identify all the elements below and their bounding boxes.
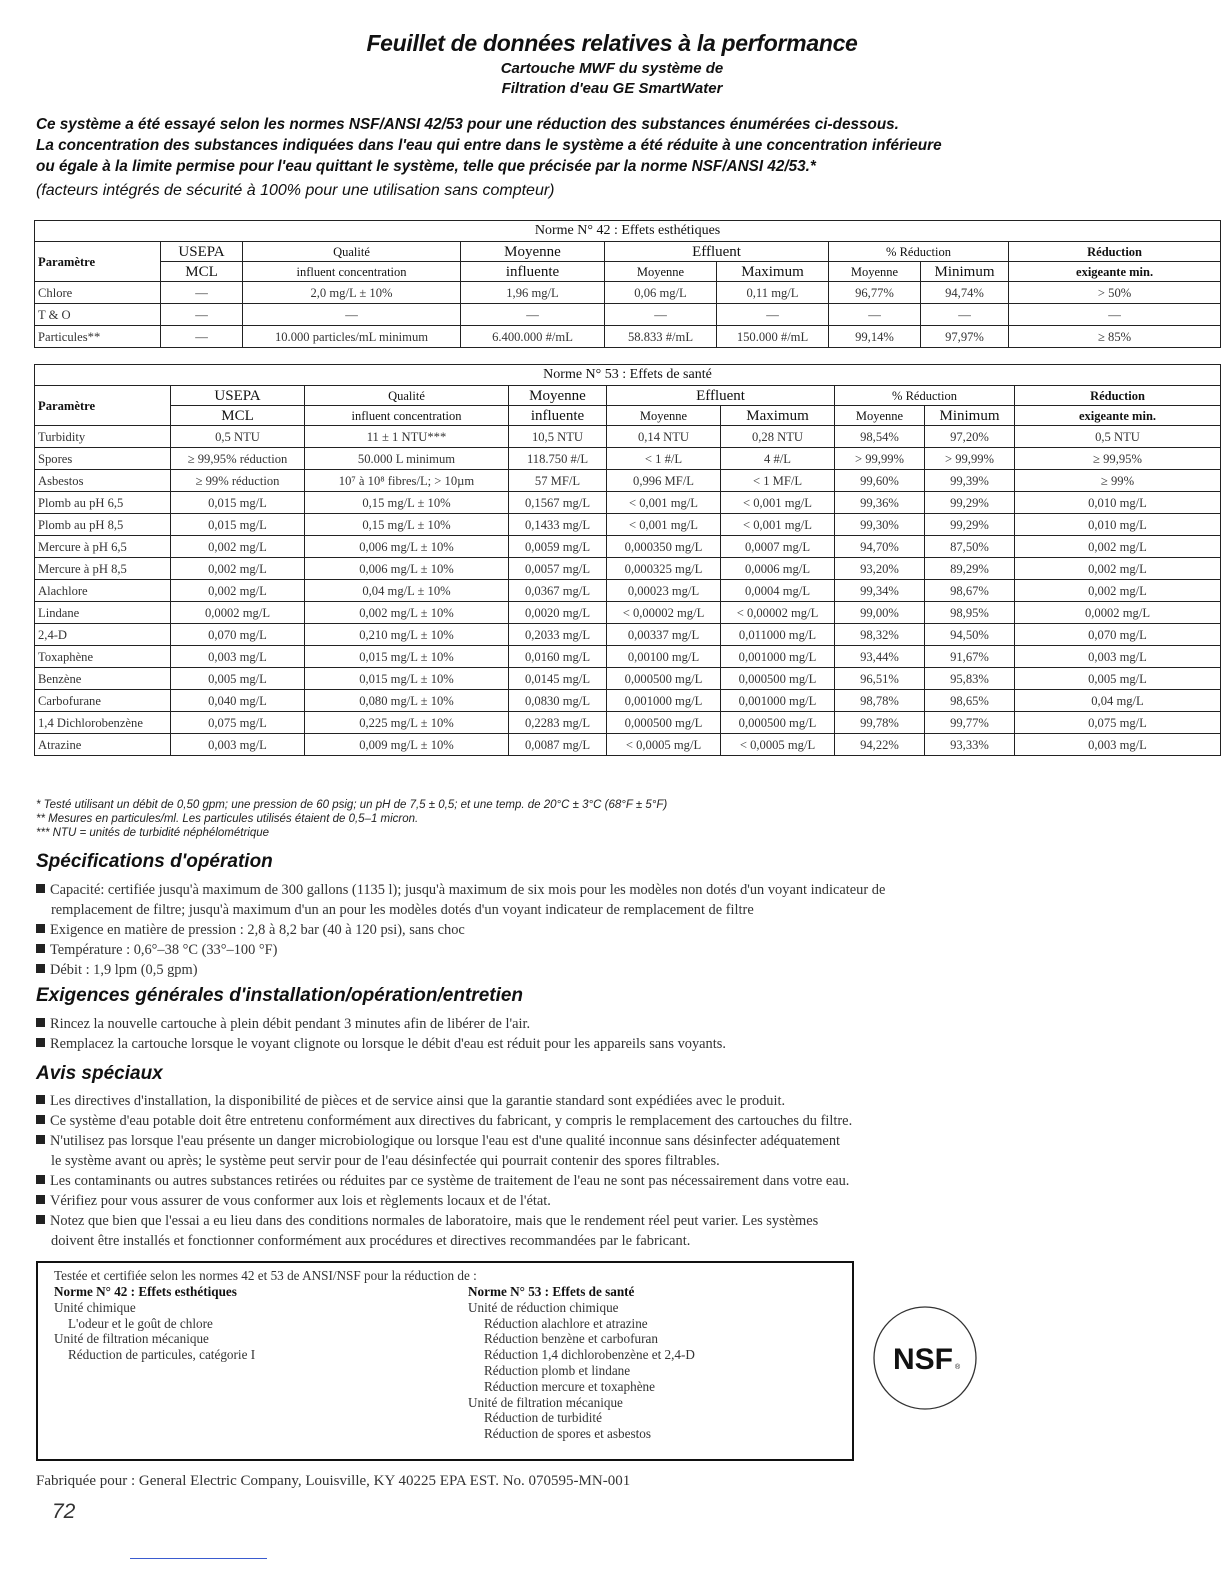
table-cell: ≥ 99,95% réduction [171,448,305,470]
row-parameter: Mercure à pH 8,5 [35,558,171,580]
table-cell: 89,29% [925,558,1015,580]
certification-box [36,1261,854,1461]
table-row [35,492,1221,514]
table-cell: 0,5 NTU [171,426,305,448]
table-cell: 0,0367 mg/L [509,580,607,602]
table-cell: 0,00100 mg/L [607,646,721,668]
table-row [35,304,1221,326]
table-cell: > 50% [1009,282,1221,304]
nsf-logo [872,1305,978,1411]
row-parameter: Plomb au pH 8,5 [35,514,171,536]
table-cell: 0,210 mg/L ± 10% [305,624,509,646]
table-cell: 99,29% [925,492,1015,514]
manufacturer-line: Fabriquée pour : General Electric Company, Louisville, KY 40225 EPA EST. No. 070595-MN-001 [36,1473,631,1489]
list-item-continuation: remplacement de filtre; jusqu'à maximum d'un an pour les modèles dotés d'un voyant indicateur de remplacement de filtre [51,902,754,918]
table-cell: 57 MF/L [509,470,607,492]
table-cell: 0,001000 mg/L [721,646,835,668]
row-parameter: T & O [35,304,161,326]
bullet-square-icon [36,1038,45,1047]
cert-column-42 [54,1284,255,1363]
table-cell: 98,67% [925,580,1015,602]
table-cell: 99,77% [925,712,1015,734]
table-cell: 98,95% [925,602,1015,624]
col-exigeante: exigeante min. [1015,406,1221,426]
cert-heading-53: Norme N° 53 : Effets de santé [468,1284,635,1299]
bullet-square-icon [36,924,45,933]
row-parameter: 2,4-D [35,624,171,646]
cert-line: Réduction plomb et lindane [484,1362,631,1378]
table-cell: ≥ 85% [1009,326,1221,348]
bullet-square-icon [36,1175,45,1184]
table-cell: 0,0057 mg/L [509,558,607,580]
table-cell: 99,14% [829,326,921,348]
row-parameter: 1,4 Dichlorobenzène [35,712,171,734]
col-exigeante: exigeante min. [1009,262,1221,282]
table-row [35,646,1221,668]
bullet-square-icon [36,1215,45,1224]
table-cell: 99,60% [835,470,925,492]
cert-line: Réduction mercure et toxaphène [484,1378,655,1394]
col-reduction: Réduction [1015,386,1221,406]
table-cell: 0,005 mg/L [171,668,305,690]
table-cell: 10.000 particles/mL minimum [243,326,461,348]
footnote-1: * Testé utilisant un débit de 0,50 gpm; une pression de 60 psig; un pH de 7,5 ± 0,5; et une temp. de 20°C ± 3°C (68°F ± 5°F) [36,799,668,811]
page-number: 72 [52,1500,76,1523]
table-row [35,558,1221,580]
col-influente: influente [461,262,605,282]
table-cell: 0,15 mg/L ± 10% [305,514,509,536]
table-cell: 0,010 mg/L [1015,492,1221,514]
table-cell: 98,78% [835,690,925,712]
table-cell: 0,003 mg/L [1015,734,1221,756]
table-cell: 99,29% [925,514,1015,536]
list-item: Remplacez la cartouche lorsque le voyant clignote ou lorsque le débit d'eau est réduit pour les appareils sans voyants. [36,1034,1196,1054]
col-influente: influente [509,406,607,426]
table-cell: 0,11 mg/L [717,282,829,304]
table-cell: 0,0830 mg/L [509,690,607,712]
table-row [35,690,1221,712]
table-cell: 0,002 mg/L [171,558,305,580]
table-cell: 0,06 mg/L [605,282,717,304]
footnote-2: ** Mesures en particules/ml. Les particules utilisés étaient de 0,5–1 micron. [36,813,419,825]
list-item: Capacité: certifiée jusqu'à maximum de 300 gallons (1135 l); jusqu'à maximum de six mois pour les modèles non dotés d'un voyant indicateur de [36,880,1196,900]
table-cell: 0,080 mg/L ± 10% [305,690,509,712]
table-cell: — [829,304,921,326]
table-cell: 0,005 mg/L [1015,668,1221,690]
table-cell: 0,002 mg/L ± 10% [305,602,509,624]
row-parameter: Alachlore [35,580,171,602]
table-cell: ≥ 99,95% [1015,448,1221,470]
col-parametre: Paramètre [35,242,161,282]
cert-line: Unité de filtration mécanique [54,1331,209,1347]
table-norme-53 [34,364,1221,756]
table-cell: 0,28 NTU [721,426,835,448]
cert-line: Réduction de particules, catégorie I [68,1347,256,1363]
col-reduction-pct: % Réduction [835,386,1015,406]
list-item: Les directives d'installation, la disponibilité de pièces et de service ainsi que la garantie standard sont expédiées avec le produit. [36,1091,1196,1111]
table-cell: 0,0059 mg/L [509,536,607,558]
table-cell: 58.833 #/mL [605,326,717,348]
col-influent: influent concentration [243,262,461,282]
table-cell: 10⁷ à 10⁸ fibres/L; > 10µm [305,470,509,492]
col-eff-moyenne: Moyenne [605,262,717,282]
table-cell: 0,000500 mg/L [721,668,835,690]
row-parameter: Spores [35,448,171,470]
intro-line-3: ou égale à la limite permise pour l'eau quittant le système, telle que précisée par la norme NSF/ANSI 42/53.* [36,158,816,175]
col-moyenne: Moyenne [461,242,605,262]
table-cell: 0,000500 mg/L [607,668,721,690]
table-cell: 0,225 mg/L ± 10% [305,712,509,734]
table-cell: 0,1567 mg/L [509,492,607,514]
nsf-logo-text: NSF [893,1343,953,1376]
table-cell: 0,006 mg/L ± 10% [305,558,509,580]
table-row [35,734,1221,756]
table-cell: 87,50% [925,536,1015,558]
table-cell: < 0,001 mg/L [721,492,835,514]
table-53-body [35,426,1221,756]
table-cell: 94,70% [835,536,925,558]
table-row [35,580,1221,602]
subtitle-system: Filtration d'eau GE SmartWater [501,80,723,97]
col-eff-maximum: Maximum [717,262,829,282]
row-parameter: Atrazine [35,734,171,756]
table-cell: 0,009 mg/L ± 10% [305,734,509,756]
col-qualite: Qualité [305,386,509,406]
table-cell: < 0,0005 mg/L [721,734,835,756]
row-parameter: Turbidity [35,426,171,448]
table-cell: 0,003 mg/L [171,646,305,668]
table-cell: 0,0006 mg/L [721,558,835,580]
footnote-3: *** NTU = unités de turbidité néphélométrique [36,827,270,839]
section-title-specs: Spécifications d'opération [36,851,273,872]
table-cell: 0,5 NTU [1015,426,1221,448]
table-cell: < 0,00002 mg/L [721,602,835,624]
table-cell: 0,003 mg/L [171,734,305,756]
table-42-body [35,282,1221,348]
table-cell: 99,00% [835,602,925,624]
table-row [35,448,1221,470]
col-mcl: MCL [161,262,243,282]
table-cell: 96,77% [829,282,921,304]
table-cell: 98,65% [925,690,1015,712]
row-parameter: Carbofurane [35,690,171,712]
table-cell: 0,040 mg/L [171,690,305,712]
list-item: Température : 0,6°–38 °C (33°–100 °F) [36,940,1196,960]
row-parameter: Particules** [35,326,161,348]
cert-column-53 [468,1284,695,1442]
list-item: N'utilisez pas lorsque l'eau présente un danger microbiologique ou lorsque l'eau est d'une qualité inconnue sans désinfecter adéquatement [36,1131,1196,1151]
table-cell: 150.000 #/mL [717,326,829,348]
table-cell: < 0,00002 mg/L [607,602,721,624]
table-cell: 0,0007 mg/L [721,536,835,558]
row-parameter: Toxaphène [35,646,171,668]
table-cell: 98,54% [835,426,925,448]
table-cell: 99,30% [835,514,925,536]
col-eff-maximum: Maximum [721,406,835,426]
list-item: Notez que bien que l'essai a eu lieu dans des conditions normales de laboratoire, mais que le rendement réel peut varier. Les systèmes [36,1211,1196,1231]
table-cell: 11 ± 1 NTU*** [305,426,509,448]
table-cell: — [243,304,461,326]
table-cell: 0,0145 mg/L [509,668,607,690]
table-cell: 0,002 mg/L [1015,558,1221,580]
col-red-moyenne: Moyenne [829,262,921,282]
intro-line-1: Ce système a été essayé selon les normes NSF/ANSI 42/53 pour une réduction des substances énumérées ci-dessous. [36,116,899,133]
table-cell: 1,96 mg/L [461,282,605,304]
table-row [35,470,1221,492]
bullet-square-icon [36,1135,45,1144]
table-cell: < 0,0005 mg/L [607,734,721,756]
table-row [35,602,1221,624]
list-item: Les contaminants ou autres substances retirées ou réduites par ce système de traitement de l'eau ne sont pas nécessairement dans votre eau. [36,1171,1196,1191]
subtitle-cartridge: Cartouche MWF du système de [500,60,724,77]
table-cell: 0,04 mg/L ± 10% [305,580,509,602]
table-cell: 0,006 mg/L ± 10% [305,536,509,558]
table-cell: — [161,282,243,304]
table-cell: ≥ 99% [1015,470,1221,492]
row-parameter: Plomb au pH 6,5 [35,492,171,514]
table-cell: 99,34% [835,580,925,602]
table-cell: 0,002 mg/L [171,536,305,558]
table-row [35,514,1221,536]
section-title-notices: Avis spéciaux [36,1063,163,1084]
intro-note: (facteurs intégrés de sécurité à 100% pour une utilisation sans compteur) [36,182,555,199]
table-row [35,326,1221,348]
table-cell: 94,74% [921,282,1009,304]
table-cell: 0,001000 mg/L [607,690,721,712]
table-cell: 0,000500 mg/L [721,712,835,734]
cert-intro: Testée et certifiée selon les normes 42 et 53 de ANSI/NSF pour la réduction de : [54,1268,477,1283]
table-cell: 0,000325 mg/L [607,558,721,580]
col-reduction: Réduction [1009,242,1221,262]
col-reduction-pct: % Réduction [829,242,1009,262]
table-cell: 0,015 mg/L ± 10% [305,646,509,668]
table-cell: 0,996 MF/L [607,470,721,492]
table-cell: 93,20% [835,558,925,580]
table-cell: — [161,326,243,348]
bullet-square-icon [36,1018,45,1027]
table-cell: — [461,304,605,326]
col-usepa: USEPA [161,242,243,262]
table-cell: < 0,001 mg/L [721,514,835,536]
col-effluent: Effluent [607,386,835,406]
table-cell: 0,011000 mg/L [721,624,835,646]
table-cell: 0,04 mg/L [1015,690,1221,712]
cert-line: Unité chimique [54,1299,136,1315]
table-cell: 0,2033 mg/L [509,624,607,646]
col-moyenne: Moyenne [509,386,607,406]
table-cell: 10,5 NTU [509,426,607,448]
list-item-continuation: doivent être installés et fonctionner conformément aux procédures et directives recommandées par le fabricant. [51,1233,691,1249]
table-cell: 0,002 mg/L [1015,580,1221,602]
bullet-square-icon [36,1195,45,1204]
table-cell: > 99,99% [925,448,1015,470]
table-cell: 0,002 mg/L [1015,536,1221,558]
table-53-title: Norme N° 53 : Effets de santé [35,365,1221,386]
table-cell: 0,00337 mg/L [607,624,721,646]
row-parameter: Chlore [35,282,161,304]
row-parameter: Mercure à pH 6,5 [35,536,171,558]
divider [130,1558,267,1559]
bullet-square-icon [36,1115,45,1124]
table-cell: 93,33% [925,734,1015,756]
table-cell: 0,070 mg/L [171,624,305,646]
cert-heading-42: Norme N° 42 : Effets esthétiques [54,1284,237,1299]
list-item-continuation: le système avant ou après; le système peut servir pour de l'eau désinfectée qui pourrait contenir des spores filtrables. [51,1153,720,1169]
table-cell: 0,015 mg/L [171,514,305,536]
list-item: Ce système d'eau potable doit être entretenu conformément aux directives du fabricant, y compris le remplacement des cartouches du filtre. [36,1111,1196,1131]
cert-line: Unité de réduction chimique [468,1299,619,1315]
table-cell: 0,0002 mg/L [171,602,305,624]
table-row [35,282,1221,304]
table-cell: 0,002 mg/L [171,580,305,602]
table-cell: 97,97% [921,326,1009,348]
col-red-moyenne: Moyenne [835,406,925,426]
cert-line: Unité de filtration mécanique [468,1394,623,1410]
table-cell: 0,003 mg/L [1015,646,1221,668]
table-cell: 96,51% [835,668,925,690]
table-cell: 94,22% [835,734,925,756]
cert-line: Réduction benzène et carbofuran [484,1331,658,1347]
table-cell: 93,44% [835,646,925,668]
table-cell: 4 #/L [721,448,835,470]
table-cell: — [161,304,243,326]
table-cell: < 0,001 mg/L [607,514,721,536]
table-cell: 0,0160 mg/L [509,646,607,668]
table-cell: > 99,99% [835,448,925,470]
table-cell: — [717,304,829,326]
table-cell: 0,000500 mg/L [607,712,721,734]
table-cell: — [921,304,1009,326]
table-row [35,536,1221,558]
list-item: Exigence en matière de pression : 2,8 à 8,2 bar (40 à 120 psi), sans choc [36,920,1196,940]
cert-line: Réduction de turbidité [484,1410,602,1426]
nsf-registered-mark: ® [955,1364,961,1371]
table-cell: 91,67% [925,646,1015,668]
list-item: Rincez la nouvelle cartouche à plein débit pendant 3 minutes afin de libérer de l'air. [36,1014,1196,1034]
list-item: Vérifiez pour vous assurer de vous conformer aux lois et règlements locaux et de l'état. [36,1191,1196,1211]
intro-line-2: La concentration des substances indiquées dans l'eau qui entre dans le système a été réduite à une concentration inférieure [36,137,942,154]
table-norme-42 [34,220,1221,348]
table-cell: 0,010 mg/L [1015,514,1221,536]
section-title-install: Exigences générales d'installation/opération/entretien [36,985,524,1006]
col-parametre: Paramètre [35,386,171,426]
cert-line: Réduction de spores et asbestos [484,1426,652,1442]
table-cell: 0,075 mg/L [1015,712,1221,734]
table-row [35,624,1221,646]
bullet-square-icon [36,884,45,893]
table-cell: 0,14 NTU [607,426,721,448]
table-cell: 0,15 mg/L ± 10% [305,492,509,514]
table-row [35,712,1221,734]
table-cell: 0,075 mg/L [171,712,305,734]
cert-line: Réduction 1,4 dichlorobenzène et 2,4-D [484,1347,695,1363]
cert-line: L'odeur et le goût de chlore [68,1315,213,1331]
table-cell: 97,20% [925,426,1015,448]
table-cell: 98,32% [835,624,925,646]
row-parameter: Benzène [35,668,171,690]
table-cell: 50.000 L minimum [305,448,509,470]
table-cell: — [605,304,717,326]
list-item: Débit : 1,9 lpm (0,5 gpm) [36,960,1196,980]
col-mcl: MCL [171,406,305,426]
table-cell: < 1 #/L [607,448,721,470]
table-cell: 94,50% [925,624,1015,646]
cert-line: Réduction alachlore et atrazine [484,1315,648,1331]
col-red-minimum: Minimum [925,406,1015,426]
table-cell: 99,39% [925,470,1015,492]
table-cell: < 0,001 mg/L [607,492,721,514]
table-cell: 0,0020 mg/L [509,602,607,624]
table-cell: 0,0002 mg/L [1015,602,1221,624]
bullet-square-icon [36,964,45,973]
col-qualite: Qualité [243,242,461,262]
table-cell: 99,78% [835,712,925,734]
table-cell: 0,015 mg/L [171,492,305,514]
col-effluent: Effluent [605,242,829,262]
table-cell: 0,015 mg/L ± 10% [305,668,509,690]
col-red-minimum: Minimum [921,262,1009,282]
row-parameter: Lindane [35,602,171,624]
table-cell: 0,070 mg/L [1015,624,1221,646]
table-cell: 2,0 mg/L ± 10% [243,282,461,304]
table-row [35,668,1221,690]
table-cell: < 1 MF/L [721,470,835,492]
bullet-square-icon [36,944,45,953]
table-cell: 0,0004 mg/L [721,580,835,602]
col-usepa: USEPA [171,386,305,406]
page-title: Feuillet de données relatives à la performance [366,30,858,56]
table-42-title: Norme N° 42 : Effets esthétiques [35,221,1221,242]
row-parameter: Asbestos [35,470,171,492]
bullet-square-icon [36,1095,45,1104]
table-row [35,426,1221,448]
table-cell: 6.400.000 #/mL [461,326,605,348]
table-cell: 0,000350 mg/L [607,536,721,558]
table-cell: 118.750 #/L [509,448,607,470]
table-cell: 99,36% [835,492,925,514]
table-cell: ≥ 99% réduction [171,470,305,492]
col-influent: influent concentration [305,406,509,426]
table-cell: 0,0087 mg/L [509,734,607,756]
table-cell: 95,83% [925,668,1015,690]
table-cell: 0,001000 mg/L [721,690,835,712]
table-cell: 0,00023 mg/L [607,580,721,602]
table-cell: 0,1433 mg/L [509,514,607,536]
col-eff-moyenne: Moyenne [607,406,721,426]
table-cell: 0,2283 mg/L [509,712,607,734]
table-cell: — [1009,304,1221,326]
